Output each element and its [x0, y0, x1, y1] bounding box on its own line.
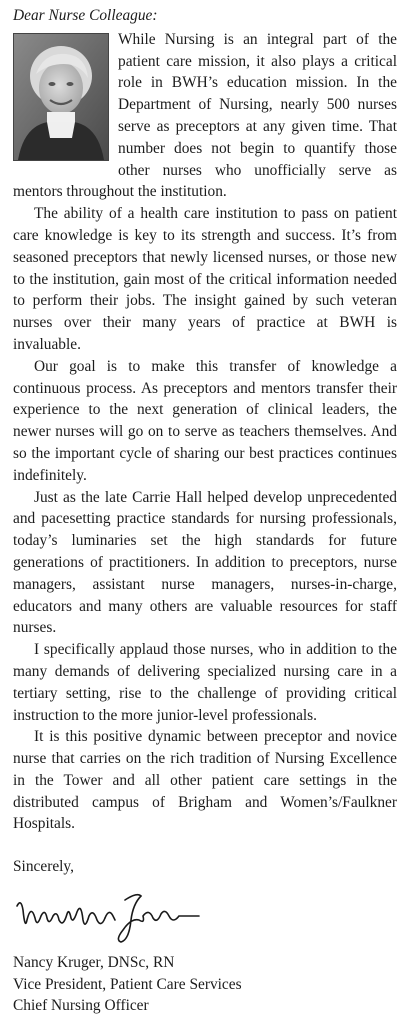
author-photo: [13, 33, 109, 161]
handwritten-signature: [13, 890, 397, 946]
paragraph-3: Our goal is to make this transfer of knowledge a continuous process. As preceptors and mentors transfer their experience to the next generation of clinical leaders, the newer nurses will go on to serve as teachers themselves. And so the important cycle of sharing our best practices continues indefinitely.: [13, 357, 397, 484]
paragraph-4: Just as the late Carrie Hall helped develop unprecedented and pacesetting practice standards for nursing professionals, today’s luminaries set the high standards for future generations of practitioners. In addition to preceptors, nurse managers, assistant nurse managers, nurses-in-charge, educators and many others are valuable resources for staff nurses.: [13, 488, 397, 637]
signer-block: [13, 952, 397, 1017]
paragraph-6: It is this positive dynamic between preceptor and novice nurse that carries on the rich tradition of Nursing Excellence in the Tower and all other patient care settings in the distributed campus of Brigham and Women’s/Faulkner Hospitals.: [13, 728, 397, 833]
signer-role: Chief Nursing Officer: [13, 997, 149, 1015]
signer-name-title: Nancy Kruger, DNSc, RN: [13, 954, 175, 972]
salutation: Dear Nurse Colleague:: [13, 7, 158, 24]
closing: Sincerely,: [13, 858, 74, 876]
paragraph-5: I specifically applaud those nurses, who in addition to the many demands of delivering specialized nursing care in a tertiary setting, rise to the challenge of providing critical instruction to the more junior-level professionals.: [13, 641, 397, 724]
paragraph-2: The ability of a health care institution to pass on patient care knowledge is key to its strength and success. It’s from seasoned preceptors that newly licensed nurses, or those new to the institution, gain most of the critical information needed to perform their jobs. The insight gained by such veteran nurses over their many years of practice at BWH is invaluable.: [13, 205, 397, 353]
signer-position: Vice President, Patient Care Services: [13, 975, 242, 993]
paragraph-1: While Nursing is an integral part of the patient care mission, it also plays a critical role in BWH’s education mission. In the Department of Nursing, nearly 500 nurses serve as preceptors at any given time. That number does not begin to quantify those other nurses who unofficially serve as mentors throughout the institution.: [13, 30, 397, 201]
letter: [13, 5, 397, 1017]
